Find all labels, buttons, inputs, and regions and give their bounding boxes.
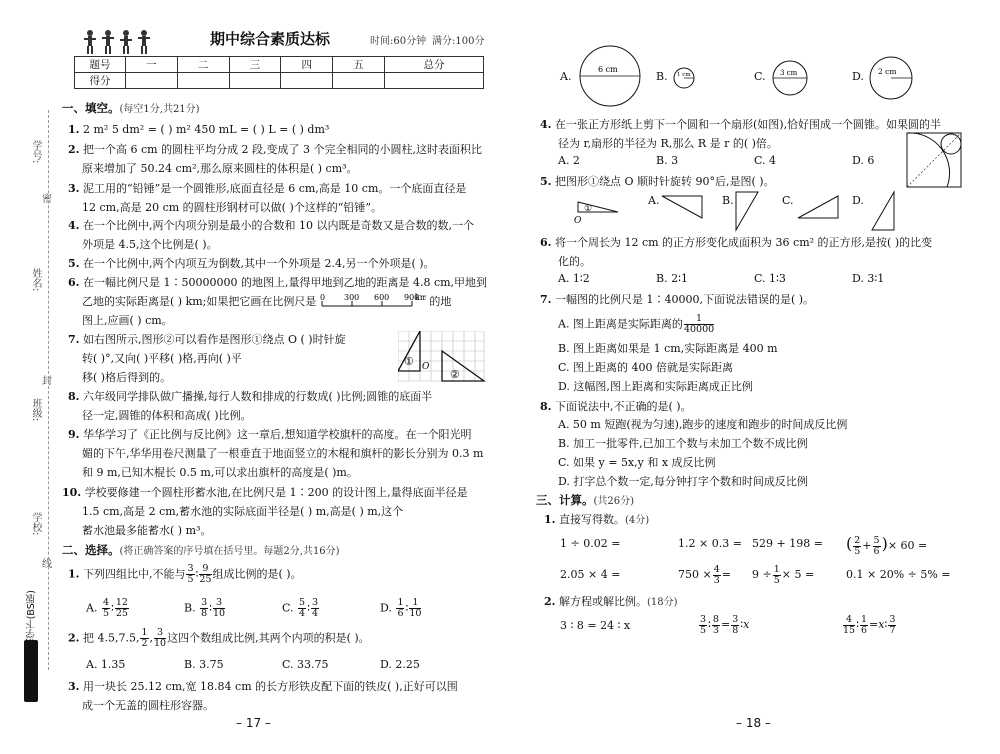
numerator: 1	[684, 314, 714, 325]
fraction: $\frac{4}{3}$	[713, 563, 720, 586]
calc-text: 9 ÷	[752, 568, 772, 581]
section-2-heading	[62, 541, 340, 561]
option-letter: A.	[86, 601, 98, 615]
fraction	[213, 598, 225, 619]
fill-question-3	[68, 179, 466, 198]
scale-label: 600	[373, 293, 390, 302]
fill-question-5	[68, 254, 435, 273]
kids-logo-icon	[82, 28, 158, 56]
numerator: 1	[141, 627, 148, 638]
fraction	[140, 628, 148, 649]
figure-point-o: O	[574, 216, 582, 224]
score-cell[interactable]	[281, 73, 333, 89]
choice-option-b[interactable]: B. $\frac{3}{8}$ ∶ $\frac{3}{10}$	[184, 597, 226, 619]
fill-question-6-line3: 图上,应画( ) cm。	[82, 314, 173, 327]
sidebar-xingming: 姓名:	[30, 268, 41, 292]
q-text: 把一个高 6 cm 的圆柱平均分成 2 段,变成了 3 个完全相同的小圆柱,这时表面积比	[82, 143, 483, 156]
sidebar-xuehao: 学号:	[30, 140, 41, 164]
fill-question-7-line3: 移( )格后得到的。	[82, 371, 172, 384]
q-number: 2.	[68, 631, 80, 645]
section-1-heading	[62, 99, 200, 119]
choice-question-8	[540, 397, 692, 416]
choice-option-d[interactable]: D. 打字总个数一定,每分钟打字个数和时间成反比例	[558, 475, 808, 488]
score-cell[interactable]	[177, 73, 229, 89]
choice-option-d[interactable]: D. 6	[852, 154, 875, 167]
choice-question-6	[540, 233, 932, 252]
fraction: $\frac{1}{6}$	[860, 613, 868, 636]
scale-unit: km	[414, 293, 426, 302]
calc-item: 0.1 × 20% ÷ 5% =	[846, 568, 951, 581]
fill-question-6	[68, 273, 487, 292]
q-number: 10.	[62, 486, 82, 499]
section-note: (共26分)	[593, 496, 635, 507]
q-text: 解方程或解比例。	[558, 595, 647, 608]
choice-option-d[interactable]: D.	[852, 194, 864, 207]
fill-question-1	[68, 120, 329, 139]
fraction	[684, 314, 714, 335]
q-text: 在一张正方形纸上剪下一个圆和一个扇形(如图),恰好围成一个圆锥。如果圆的半	[554, 118, 942, 131]
circle-c-label: 3 cm	[780, 69, 798, 77]
fill-question-7	[68, 330, 346, 349]
q-text: 这四个数组成比例,其两个内项的积是( )。	[167, 631, 370, 645]
q-number: 5.	[540, 175, 552, 188]
q-text: 学校要修建一个圆柱形蓄水池,在比例尺是 1∶200 的设计图上,量得底面半径是	[84, 486, 468, 499]
choice-option-a-label[interactable]: A.	[560, 70, 572, 83]
numerator: 5	[299, 597, 306, 608]
scale-label: 900	[403, 293, 420, 302]
choice-option-a[interactable]: A. 1.35	[86, 658, 126, 671]
fraction: $\frac{3}{5}$	[700, 613, 707, 636]
q-text: 在一个比例中,两个内项分别是最小的合数和 10 以内既是奇数又是合数的数,一个	[82, 219, 474, 232]
q-text: 直接写得数。	[558, 513, 625, 526]
numerator: 3	[154, 628, 166, 639]
choice-question-4	[540, 115, 941, 134]
denominator: 40000	[683, 324, 715, 335]
choice-option-a[interactable]: A. 1∶2	[558, 272, 590, 285]
square-cone-figure	[906, 132, 962, 188]
fill-question-6-line2	[82, 292, 451, 312]
score-cell[interactable]	[229, 73, 281, 89]
choice-option-a[interactable]	[558, 314, 715, 335]
q-text: 如右图所示,图形②可以看作是图形①绕点 O ( )时针旋	[82, 333, 346, 346]
q-text: 的地	[429, 295, 452, 308]
choice-option-d[interactable]: D. 2.25	[380, 658, 420, 671]
circle-d-label: 2 cm	[878, 67, 897, 76]
choice-question-3-line2: 成一个无盖的圆柱形容器。	[82, 699, 214, 712]
q-number: 5.	[68, 257, 80, 270]
q-text: 在一幅比例尺是 1∶50000000 的地图上,量得甲地到乙地的距离是 4.8 cm,甲地到	[82, 276, 488, 289]
figure-one-label: ①	[584, 204, 593, 214]
denominator: 8	[201, 608, 208, 619]
denominator: 10	[409, 608, 422, 619]
fraction	[409, 598, 421, 619]
circle-option-d[interactable]	[869, 56, 913, 100]
fraction	[154, 628, 166, 649]
choice-question-1: 1. 下列四组比中,不能与 $\frac{3}{5}$ ∶ $\frac{9}{25}$ 组成比例的是( )。	[68, 563, 302, 585]
circle-option-c[interactable]	[772, 60, 808, 96]
choice-option-b[interactable]: B.	[722, 194, 734, 207]
calc-text: 750 ×	[678, 568, 712, 581]
denominator: 5	[187, 574, 194, 585]
q-number: 3.	[68, 680, 80, 693]
q-number: 6.	[68, 276, 80, 289]
score-cell[interactable]	[333, 73, 385, 89]
paren-open: (	[846, 534, 853, 553]
fraction	[396, 598, 404, 619]
choice-question-5	[540, 172, 775, 191]
choice-option-d-label[interactable]: D.	[852, 70, 864, 83]
choice-option-b[interactable]: B. 3.75	[184, 658, 224, 671]
denominator: 4	[299, 608, 306, 619]
option-letter: C.	[282, 601, 294, 615]
figure-label-1: ①	[404, 355, 414, 368]
score-header-cell: 题号	[75, 57, 126, 73]
right-page	[500, 0, 1000, 754]
choice-option-c[interactable]: C. 如果 y = 5x,y 和 x 成反比例	[558, 456, 716, 469]
triangle-option-c[interactable]	[796, 192, 840, 222]
circle-a-label: 6 cm	[598, 65, 618, 74]
score-header-cell: 总分	[384, 57, 483, 73]
figure-one-triangle	[574, 196, 624, 224]
q-number: 4.	[68, 219, 80, 232]
denominator: 10	[154, 638, 167, 649]
choice-question-6-line2: 化的。	[558, 255, 591, 268]
calc-part-2-heading	[544, 592, 678, 612]
score-cell[interactable]	[384, 73, 483, 89]
q-text: 组成比例的是( )。	[212, 567, 302, 581]
fraction	[298, 598, 306, 619]
q-number: 1.	[544, 513, 556, 526]
q-number: 1.	[68, 567, 80, 581]
score-row-label: 得分	[75, 73, 126, 89]
page-title: 期中综合素质达标	[210, 30, 331, 48]
q-number: 9.	[68, 428, 80, 441]
numerator: 3	[311, 597, 318, 608]
fraction	[115, 598, 129, 619]
choice-option-a[interactable]: A. $\frac{4}{5}$ ∶ $\frac{12}{25}$	[86, 597, 128, 619]
fraction: $\frac{1}{5}$	[773, 563, 780, 586]
q-text: 华华学习了《正比例与反比例》这一章后,想知道学校旗杆的高度。在一个阳光明	[82, 428, 472, 441]
paren-close: )	[881, 534, 888, 553]
equation-3: $\frac{4}{15}$ ∶ $\frac{1}{6}$ =x∶ $\frac{3}{7}$	[843, 613, 896, 636]
fill-question-4-line2: 外项是 4.5,这个比例是( )。	[82, 238, 218, 251]
fraction: $\frac{4}{15}$	[843, 613, 856, 636]
q-number: 2.	[68, 143, 80, 156]
sidebar-feng: 封	[42, 376, 52, 387]
triangle-option-a[interactable]	[660, 192, 704, 222]
fill-question-2-line2: 原来增加了 50.24 cm²,那么原来圆柱的体积是( ) cm³。	[82, 162, 358, 175]
calc-item: 2.05 × 4 =	[560, 568, 621, 581]
sidebar-dashed-line	[48, 110, 49, 670]
fill-question-8	[68, 387, 432, 406]
page-number-left: – 17 –	[236, 716, 271, 730]
denominator: 10	[213, 608, 226, 619]
equation-2: $\frac{3}{5}$ ∶ $\frac{8}{3}$ = $\frac{3}{8}$ ∶x	[700, 613, 750, 636]
calc-text: × 5 =	[781, 568, 815, 581]
fraction	[199, 564, 211, 585]
score-cell[interactable]	[126, 73, 178, 89]
section-note: (每空1分,共21分)	[119, 104, 200, 115]
denominator: 4	[311, 608, 318, 619]
scale-label: 300	[343, 293, 360, 302]
q-text: 下列四组比中,不能与	[82, 567, 186, 581]
fraction: $\frac{8}{3}$	[712, 613, 719, 636]
numerator: 3	[187, 563, 194, 574]
time-limit: 时间:60分钟	[370, 36, 427, 47]
q-number: 4.	[540, 118, 552, 131]
denominator: 25	[199, 574, 212, 585]
q-number: 3.	[68, 182, 80, 195]
sidebar-banji: 班级:	[30, 398, 41, 422]
fill-question-7-line2: 转( )°,又向( )平移( )格,再向( )平	[82, 352, 242, 365]
fill-question-10-line2: 1.5 cm,高是 2 cm,蓄水池的实际底面半径是( ) m,高是( ) m,这个	[82, 505, 404, 518]
triangle-option-b[interactable]	[732, 190, 762, 234]
fill-question-9-line3: 和 9 m,已知木棍长 0.5 m,可以求出旗杆的高度是( )m。	[82, 466, 358, 479]
q-text: 下面说法中,不正确的是( )。	[554, 400, 692, 413]
q-number: 7.	[68, 333, 80, 346]
section-title: 二、选择。	[62, 543, 120, 557]
option-text: A. 图上距离是实际距离的	[558, 317, 683, 331]
q-text: 把 4.5,7.5,	[82, 631, 140, 645]
figure-label-2: ②	[450, 368, 460, 381]
q-text: 在一个比例中,两个内项互为倒数,其中一个外项是 2.4,另一个外项是( )。	[82, 257, 435, 270]
rotation-grid-figure	[398, 331, 486, 383]
sidebar-xian: 线	[42, 559, 52, 570]
sidebar-xuexiao: 学校:	[30, 512, 41, 536]
choice-question-2: 2. 把 4.5,7.5, $\frac{1}{2}$ , $\frac{3}{10}$ 这四个数组成比例,其两个内项的积是( )。	[68, 627, 370, 649]
fraction: $\frac{2}{5}$	[854, 534, 861, 557]
choice-option-a[interactable]: A. 2	[558, 154, 580, 167]
q-text: 泥工用的“铅锤”是一个圆锥形,底面直径是 6 cm,高是 10 cm。一个底面直径是	[82, 182, 467, 195]
choice-option-d[interactable]: D. 3∶1	[852, 272, 885, 285]
fill-question-9-line2: 媚的下午,华华用卷尺测量了一根垂直于地面竖立的木棍和旗杆的影长分别为 0.3 m	[82, 447, 484, 460]
numerator: 1	[397, 597, 404, 608]
choice-option-a[interactable]: A.	[648, 194, 660, 207]
fraction	[311, 598, 319, 619]
calc-text: =	[721, 568, 731, 581]
page-number-right: – 18 –	[736, 716, 771, 730]
score-header-cell: 三	[229, 57, 281, 73]
choice-option-a[interactable]: A. 50 m 短跑(视为匀速),跑步的速度和跑步的时间成反比例	[558, 418, 848, 431]
calc-item	[752, 562, 814, 588]
choice-option-d[interactable]: D. 这幅图,图上距离和实际距离成正比例	[558, 380, 753, 393]
calc-item	[678, 562, 731, 588]
section-title: 一、填空。	[62, 101, 120, 115]
choice-option-c[interactable]: C. 4	[754, 154, 777, 167]
full-score: 满分:100分	[432, 36, 485, 47]
choice-option-c-label[interactable]: C.	[754, 70, 766, 83]
fraction: $\frac{3}{8}$	[732, 613, 739, 636]
choice-option-d[interactable]: D. $\frac{1}{6}$ ∶ $\frac{1}{10}$	[380, 597, 422, 619]
choice-question-4-line2: 径为 r,扇形的半径为 R,那么 R 是 r 的( )倍。	[558, 137, 778, 150]
calc-part-1-heading	[544, 510, 649, 530]
choice-option-b[interactable]: B. 2∶1	[656, 272, 688, 285]
q-text: 乙地的实际距离是( ) km;如果把它画在比例尺是	[82, 295, 317, 308]
sidebar-an: 密	[42, 194, 52, 205]
q-number: 7.	[540, 293, 552, 306]
calc-item-fraction-expr: ( $\frac{2}{5}$ + $\frac{5}{6}$ )× 60 =	[846, 534, 928, 557]
score-header-cell: 五	[333, 57, 385, 73]
numerator: 3	[213, 598, 225, 609]
numerator: 1	[409, 598, 421, 609]
q-text: 2 m² 5 dm² = ( ) m² 450 mL = ( ) L = ( ) dm³	[82, 123, 330, 136]
choice-question-7	[540, 290, 814, 309]
fill-question-3-line2: 12 cm,高是 20 cm 的圆柱形钢材可以做( )个这样的“铅锤”。	[82, 201, 382, 214]
q-note: (4分)	[624, 515, 650, 526]
q-text: 将一个周长为 12 cm 的正方形变化成面积为 36 cm² 的正方形,是按( )的比变	[554, 236, 933, 249]
fill-question-9	[68, 425, 471, 444]
q-text: 用一块长 25.12 cm,宽 18.84 cm 的长方形铁皮配下面的铁皮( ),正好可以围	[82, 680, 458, 693]
choice-option-b-label[interactable]: B.	[656, 70, 668, 83]
circle-option-a[interactable]	[578, 44, 642, 108]
equation-1: 3 ∶ 8 = 24 ∶ x	[560, 619, 631, 632]
option-letter: B.	[184, 601, 196, 615]
q-text: 一幅图的比例尺是 1∶40000,下面说法错误的是( )。	[554, 293, 815, 306]
numerator: 4	[102, 597, 109, 608]
fill-question-10-line3: 蓄水池最多能蓄水( ) m³。	[82, 524, 212, 537]
calc-item: 529 + 198 =	[752, 537, 823, 550]
triangle-option-d[interactable]	[868, 190, 898, 234]
q-text: 把图形①绕点 O 顺时针旋转 90°后,是图( )。	[554, 175, 775, 188]
denominator: 6	[397, 608, 404, 619]
q-number: 1.	[68, 123, 80, 136]
fraction	[102, 598, 110, 619]
fraction: $\frac{3}{7}$	[889, 613, 896, 636]
choice-option-b[interactable]: B. 加工一批零件,已加工个数与未加工个数不成比例	[558, 437, 808, 450]
q-number: 8.	[68, 390, 80, 403]
option-letter: D.	[380, 601, 392, 615]
q-note: (18分)	[646, 597, 678, 608]
choice-option-b[interactable]: B. 图上距离如果是 1 cm,实际距离是 400 m	[558, 342, 778, 355]
fraction	[186, 564, 194, 585]
choice-question-3	[68, 677, 458, 696]
q-number: 2.	[544, 595, 556, 608]
score-header-cell: 二	[177, 57, 229, 73]
choice-option-c[interactable]: C. 33.75	[282, 658, 329, 671]
fraction: $\frac{5}{6}$	[873, 534, 880, 557]
q-number: 8.	[540, 400, 552, 413]
denominator: 5	[102, 608, 109, 619]
score-header-cell: 一	[126, 57, 178, 73]
fill-question-2	[68, 140, 482, 159]
figure-point-o: O	[422, 362, 430, 372]
calc-tail: × 60 =	[887, 539, 928, 552]
scale-label: 0	[319, 293, 325, 302]
numerator: 9	[199, 564, 211, 575]
section-3-heading	[536, 491, 634, 511]
fill-question-8-line2: 径一定,圆锥的体积和高成( )比例。	[82, 409, 252, 422]
numerator: 3	[201, 597, 208, 608]
section-note: (将正确答案的序号填在括号里。每题2分,共16分)	[119, 546, 340, 557]
denominator: 2	[141, 638, 148, 649]
fill-question-10	[62, 483, 468, 502]
calc-item: 1.2 × 0.3 =	[678, 537, 742, 550]
choice-option-b[interactable]: B. 3	[656, 154, 679, 167]
choice-option-c[interactable]: C. 1∶3	[754, 272, 786, 285]
circle-option-b[interactable]	[673, 67, 695, 89]
score-table	[74, 56, 484, 89]
fraction	[200, 598, 208, 619]
q-number: 6.	[540, 236, 552, 249]
section-title: 三、计算。	[536, 493, 594, 507]
choice-option-c[interactable]: C. $\frac{5}{4}$ ∶ $\frac{3}{4}$	[282, 597, 318, 619]
denominator: 25	[115, 608, 128, 619]
q-text: 六年级同学排队做广播操,每行人数和排成的行数成( )比例;圆锥的底面半	[82, 390, 433, 403]
score-header-cell: 四	[281, 57, 333, 73]
sidebar-book-title: 六年级数学下(BS版)	[26, 590, 37, 677]
choice-option-c[interactable]: C. 图上距离的 400 倍就是实际距离	[558, 361, 734, 374]
circle-b-label: 1 cm	[677, 72, 691, 78]
calc-item: 1 ÷ 0.02 =	[560, 537, 621, 550]
numerator: 12	[115, 597, 128, 608]
fill-question-4	[68, 216, 474, 235]
scale-bar-icon	[320, 292, 426, 312]
choice-option-c[interactable]: C.	[782, 194, 794, 207]
